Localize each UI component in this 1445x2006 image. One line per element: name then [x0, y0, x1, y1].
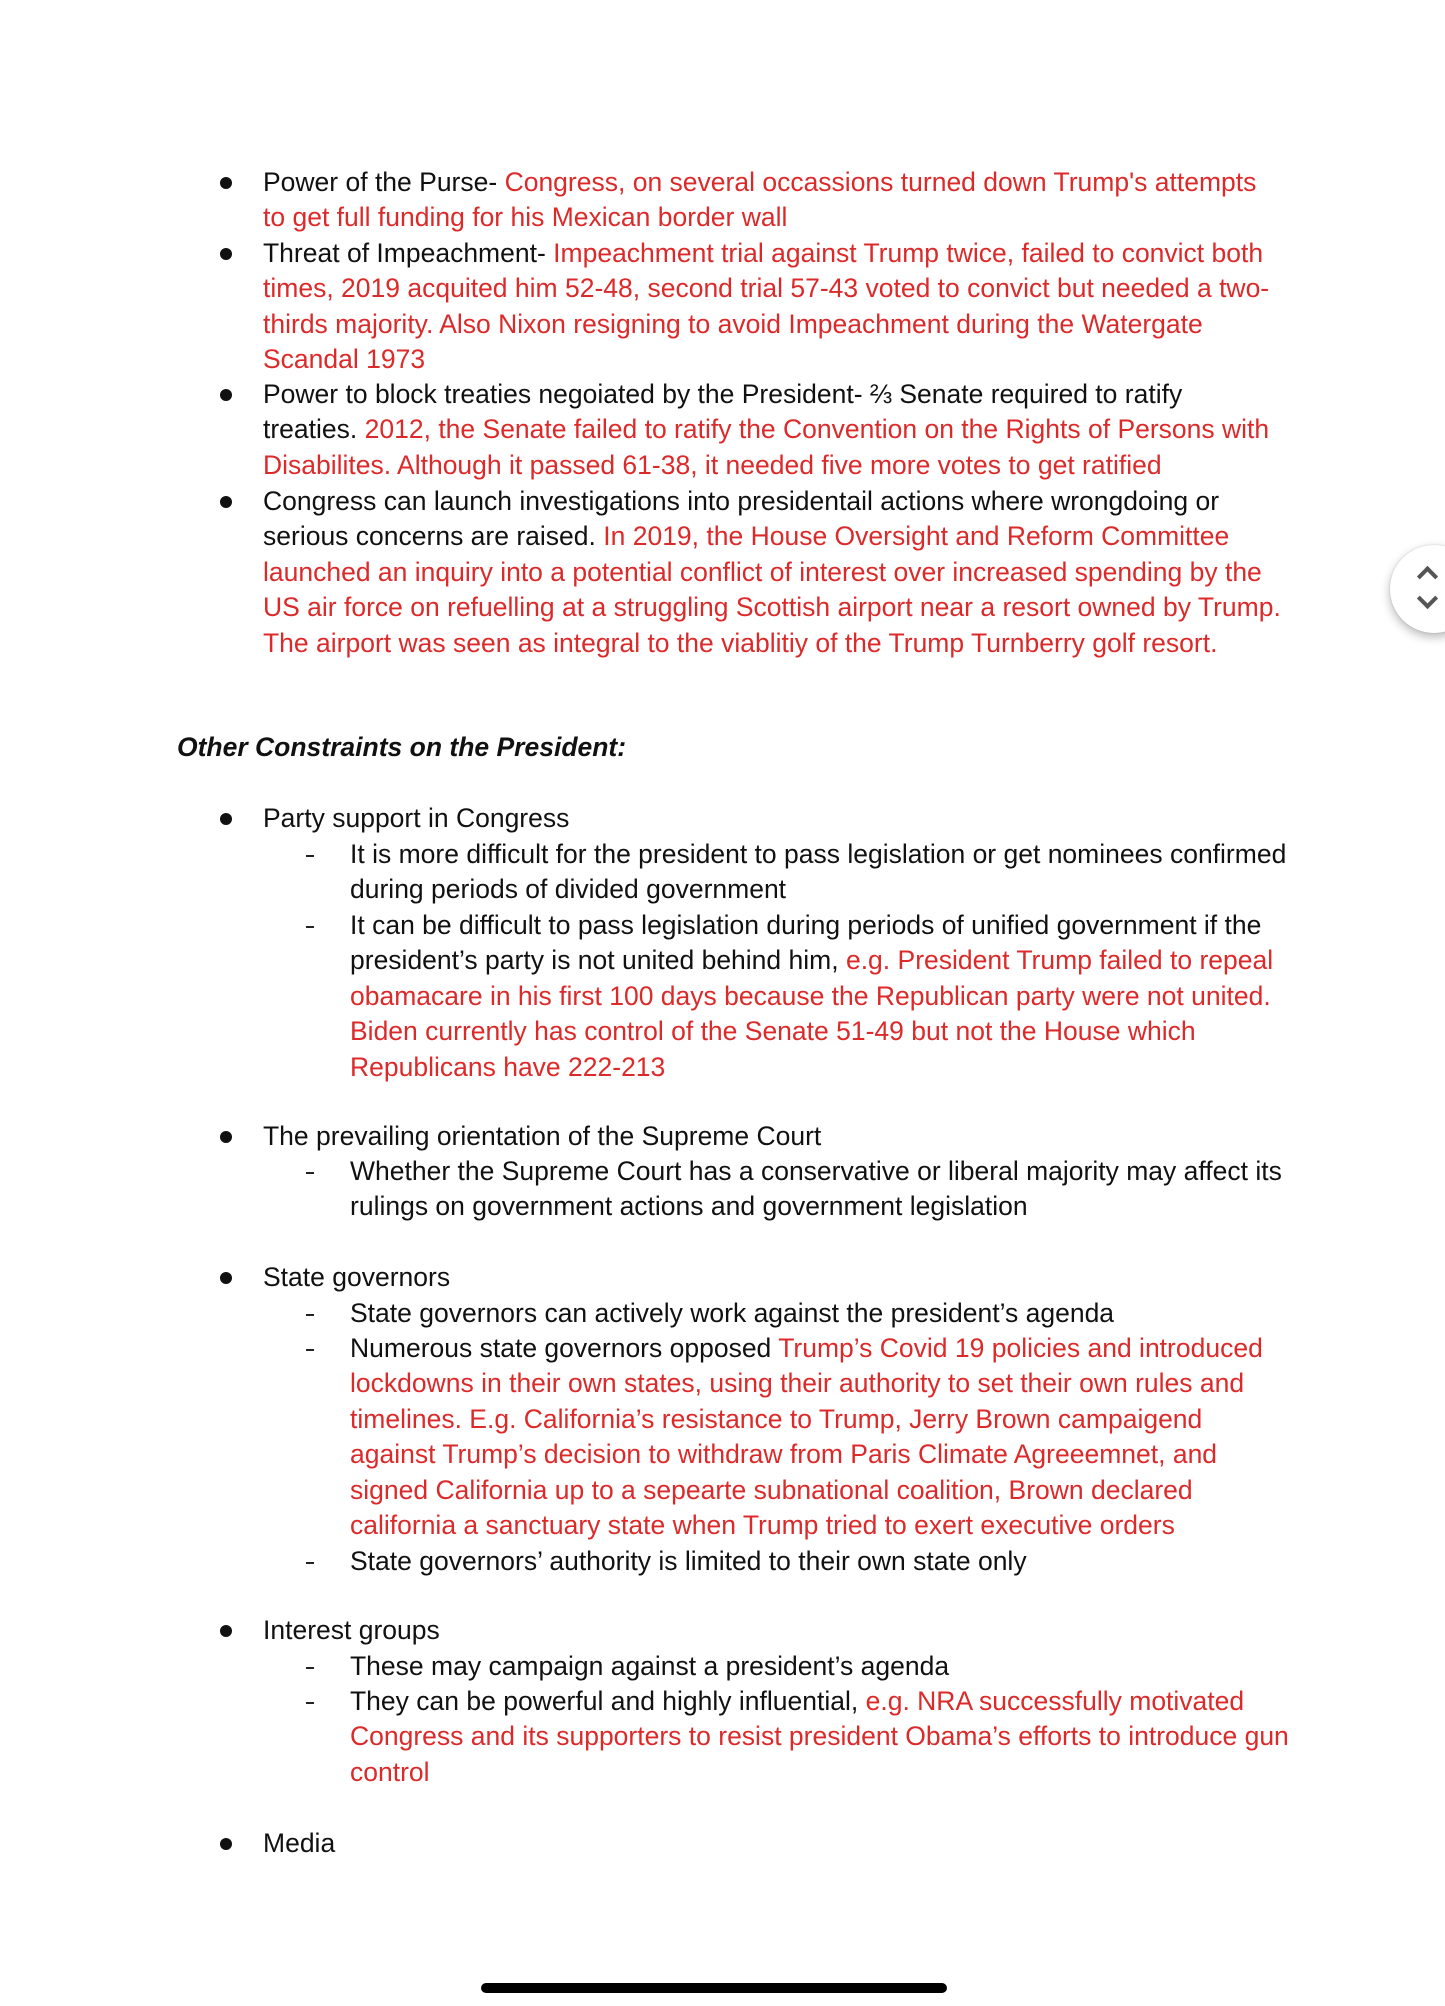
sub-item: [350, 1296, 1290, 1331]
dash-icon: [306, 1562, 314, 1564]
item-example: 2012, the Senate failed to ratify the Convention on the Rights of Persons with Disabilites. Although it passed 61-38, it needed five more votes to get ratified: [263, 414, 1270, 480]
item-example: Congress, on several occassions turned down Trump's attempts to get full funding for his Mexican border wall: [263, 167, 1257, 233]
list-item: [263, 236, 1283, 378]
bullet-icon: [220, 1272, 232, 1284]
bullet-icon: [220, 389, 232, 401]
chevron-down-icon[interactable]: [1417, 588, 1438, 609]
sub-item-example: e.g. President Trump failed to repeal obamacare in his first 100 days because the Republican party were not united. Biden currently has control of the Senate 51-49 but not the House which Republicans have 222-213: [350, 945, 1274, 1082]
item-label: Power of the Purse-: [263, 167, 505, 197]
sub-item-text: These may campaign against a president’s agenda: [350, 1651, 950, 1681]
sub-item-text: They can be powerful and highly influential,: [350, 1686, 866, 1716]
sub-item: [350, 1154, 1290, 1225]
dash-icon: [306, 1667, 314, 1669]
bullet-icon: [220, 177, 232, 189]
dash-icon: [306, 1314, 314, 1316]
bullet-icon: [220, 1131, 232, 1143]
sub-item: [350, 837, 1290, 908]
list-item: [263, 484, 1283, 661]
sub-item: [350, 1684, 1290, 1790]
sub-item-text: It can be difficult to pass legislation during periods of unified government if the president’s party is not united behind him,: [350, 910, 1262, 976]
constraint-interest-groups: Interest groups: [263, 1615, 440, 1645]
sub-item-text: Whether the Supreme Court has a conservative or liberal majority may affect its rulings on government actions and government legislation: [350, 1156, 1282, 1222]
sub-item-text: Numerous state governors opposed: [350, 1333, 779, 1363]
item-label: Threat of Impeachment-: [263, 238, 554, 268]
item-label: Congress can launch investigations into presidentail actions where wrongdoing or serious concerns are raised.: [263, 486, 1220, 552]
constraint-state-governors: State governors: [263, 1262, 451, 1292]
list-item: [263, 377, 1283, 483]
bullet-icon: [220, 496, 232, 508]
bullet-icon: [220, 248, 232, 260]
sub-item: [350, 1649, 1290, 1684]
item-example: Impeachment trial against Trump twice, failed to convict both times, 2019 acquited him 52-48, second trial 57-43 voted to convict but needed a two-thirds majority. Also Nixon resigning to avoid Impeachment during the Watergate Scandal 1973: [263, 238, 1270, 375]
item-example: In 2019, the House Oversight and Reform Committee launched an inquiry into a potential conflict of interest over increased spending by the US air force on refuelling at a struggling Scottish airport near a resort owned by Trump. The airport was seen as integral to the viablitiy of the Trump Turnberry golf resort.: [263, 521, 1281, 658]
bullet-icon: [220, 1838, 232, 1850]
sub-item-example: Trump’s Covid 19 policies and introduced lockdowns in their own states, using their authority to set their own rules and timelines. E.g. California’s resistance to Trump, Jerry Brown campaigend against Trump’s decision to withdraw from Paris Climate Agreeemnet, and signed California up to a sepearte subnational coalition, Brown declared california a sanctuary state when Trump tried to exert executive orders: [350, 1333, 1263, 1541]
bullet-icon: [220, 813, 232, 825]
sub-item: [350, 908, 1290, 1085]
home-indicator[interactable]: [481, 1983, 947, 1993]
sub-item-text: State governors’ authority is limited to their own state only: [350, 1546, 1027, 1576]
sub-item-text: It is more difficult for the president to pass legislation or get nominees confirmed during periods of divided government: [350, 839, 1287, 905]
constraint-supreme-court: The prevailing orientation of the Supreme Court: [263, 1121, 822, 1151]
chevron-up-icon[interactable]: [1417, 566, 1438, 587]
constraint-party-support: Party support in Congress: [263, 803, 570, 833]
sub-item-example: e.g. NRA successfully motivated Congress and its supporters to resist president Obama’s efforts to introduce gun control: [350, 1686, 1289, 1787]
dash-icon: [306, 926, 314, 928]
dash-icon: [306, 855, 314, 857]
dash-icon: [306, 1349, 314, 1351]
list-item: [263, 165, 1283, 236]
section-heading: Other Constraints on the President:: [177, 732, 627, 762]
bullet-icon: [220, 1625, 232, 1637]
sub-item-text: State governors can actively work against the president’s agenda: [350, 1298, 1115, 1328]
constraint-media: Media: [263, 1828, 336, 1858]
dash-icon: [306, 1172, 314, 1174]
sub-item: [350, 1331, 1290, 1543]
sub-item: [350, 1544, 1290, 1579]
dash-icon: [306, 1702, 314, 1704]
item-label: Power to block treaties negoiated by the President- ⅔ Senate required to ratify treaties.: [263, 379, 1183, 445]
